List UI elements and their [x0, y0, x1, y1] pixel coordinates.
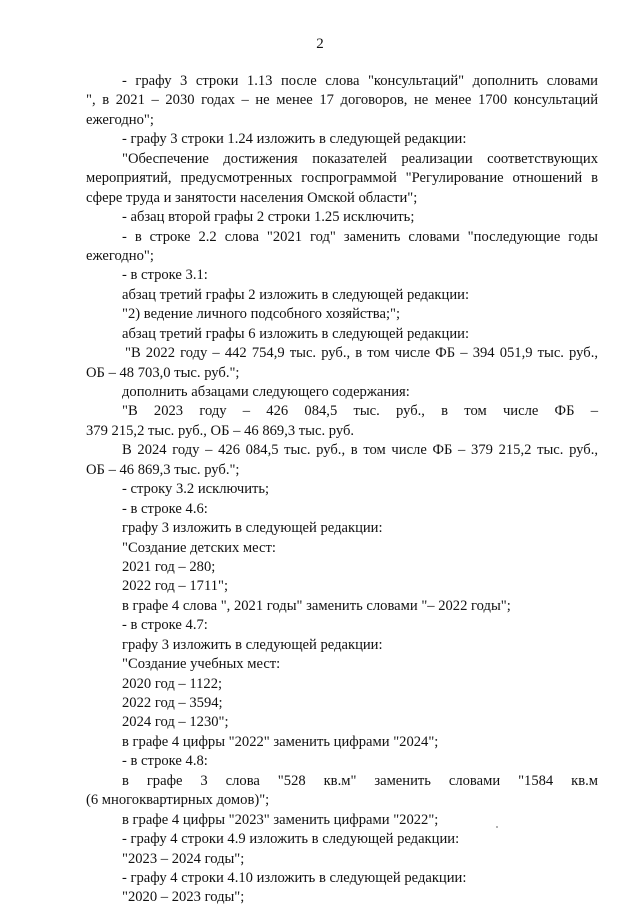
text-line: ежегодно"; [86, 247, 154, 264]
text-line: 2020 год – 1122; [122, 675, 223, 692]
text-line: "2) ведение личного подсобного хозяйства;"; [122, 306, 401, 323]
text-line: в графе 4 слова ", 2021 годы" заменить словами "– 2022 годы"; [122, 597, 511, 614]
text-line: - графу 4 строки 4.9 изложить в следующей редакции: [122, 831, 460, 848]
text-line: графу 3 изложить в следующей редакции: [122, 636, 383, 653]
text-line: графу 3 изложить в следующей редакции: [122, 520, 383, 537]
text-line: - в строке 3.1: [122, 267, 208, 284]
text-line: "Обеспечение достижения показателей реализации соответствующих [122, 150, 598, 167]
text-line: абзац третий графы 6 изложить в следующей редакции: [122, 325, 470, 342]
text-line: в графе 4 цифры "2023" заменить цифрами "2022"; [122, 811, 439, 828]
text-line: В 2024 году – 426 084,5 тыс. руб., в том числе ФБ – 379 215,2 тыс. руб., [122, 442, 598, 459]
text-line: 2021 год – 280; [122, 558, 216, 575]
text-line: - в строке 2.2 слова "2021 год" заменить словами "последующие годы [122, 228, 598, 245]
text-line: "Создание учебных мест: [122, 656, 281, 673]
text-line: 2024 год – 1230"; [122, 714, 229, 731]
text-line: "2020 – 2023 годы"; [122, 889, 245, 906]
text-line: ОБ – 46 869,3 тыс. руб."; [86, 461, 240, 478]
text-line: "В 2022 году – 442 754,9 тыс. руб., в том числе ФБ – 394 051,9 тыс. руб., [125, 345, 598, 362]
text-line: ОБ – 48 703,0 тыс. руб."; [86, 364, 240, 381]
text-line: 379 215,2 тыс. руб., ОБ – 46 869,3 тыс. руб. [86, 422, 355, 439]
text-line: - графу 3 строки 1.24 изложить в следующей редакции: [122, 131, 467, 148]
text-line: мероприятий, предусмотренных госпрограммой "Регулирование отношений в [86, 170, 598, 187]
text-line: - в строке 4.8: [122, 753, 208, 770]
text-line: - строку 3.2 исключить; [122, 481, 270, 498]
text-line: - в строке 4.6: [122, 500, 208, 517]
text-line: абзац третий графы 2 изложить в следующей редакции: [122, 286, 470, 303]
text-line: в графе 4 цифры "2022" заменить цифрами "2024"; [122, 733, 439, 750]
text-line: 2022 год – 3594; [122, 695, 223, 711]
text-line: - абзац второй графы 2 строки 1.25 исключить; [122, 209, 415, 226]
text-line: дополнить абзацами следующего содержания: [122, 384, 410, 400]
text-line: ежегодно"; [86, 111, 154, 128]
text-line: 2022 год – 1711"; [122, 578, 229, 595]
text-line: (6 многоквартирных домов)"; [86, 792, 270, 809]
text-line: "2023 – 2024 годы"; [122, 850, 245, 867]
scan-speck [496, 826, 498, 828]
text-line: в графе 3 слова "528 кв.м" заменить словами "1584 кв.м [122, 772, 598, 789]
document-body [86, 72, 598, 908]
page-number: 2 [316, 36, 324, 52]
text-line: - в строке 4.7: [122, 617, 208, 634]
text-line: "Создание детских мест: [122, 539, 276, 556]
text-line: "В 2023 году – 426 084,5 тыс. руб., в том числе ФБ – [122, 403, 598, 420]
text-line: - графу 4 строки 4.10 изложить в следующей редакции: [122, 869, 467, 886]
text-line: ", в 2021 – 2030 годах – не менее 17 договоров, не менее 1700 консультаций [86, 92, 598, 109]
text-line: - графу 3 строки 1.13 после слова "консультаций" дополнить словами [122, 73, 598, 89]
text-line: сфере труда и занятости населения Омской области"; [86, 189, 418, 206]
